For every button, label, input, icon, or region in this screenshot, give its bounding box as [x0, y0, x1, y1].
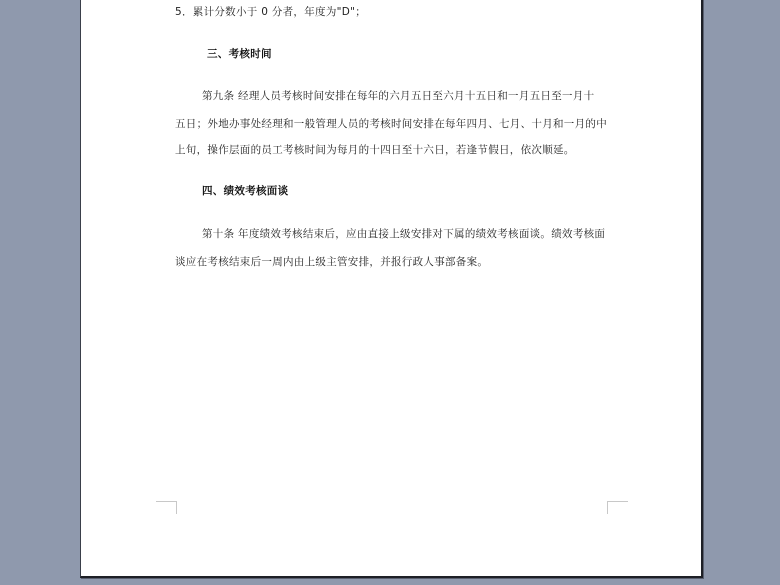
margin-corner-mark-left	[156, 501, 177, 514]
list-item-5: 5．累计分数小于 0 分者，年度为"D"；	[175, 6, 367, 18]
document-page	[80, 0, 703, 578]
paragraph-line: 第十条 年度绩效考核结束后，应由直接上级安排对下属的绩效考核面谈。绩效考核面	[202, 228, 606, 240]
margin-corner-mark-right	[607, 501, 628, 514]
section-heading-performance-interview: 四、绩效考核面谈	[202, 185, 289, 197]
paragraph-line: 谈应在考核结束后一周内由上级主管安排，并报行政人事部备案。	[175, 256, 489, 268]
paragraph-line: 上旬，操作层面的员工考核时间为每月的十四日至十六日，若逢节假日，依次顺延。	[175, 144, 575, 156]
paragraph-line: 第九条 经理人员考核时间安排在每年的六月五日至六月十五日和一月五日至一月十	[202, 90, 595, 102]
section-heading-assessment-time: 三、考核时间	[207, 48, 272, 60]
paragraph-line: 五日；外地办事处经理和一般管理人员的考核时间安排在每年四月、七月、十月和一月的中	[175, 118, 607, 130]
